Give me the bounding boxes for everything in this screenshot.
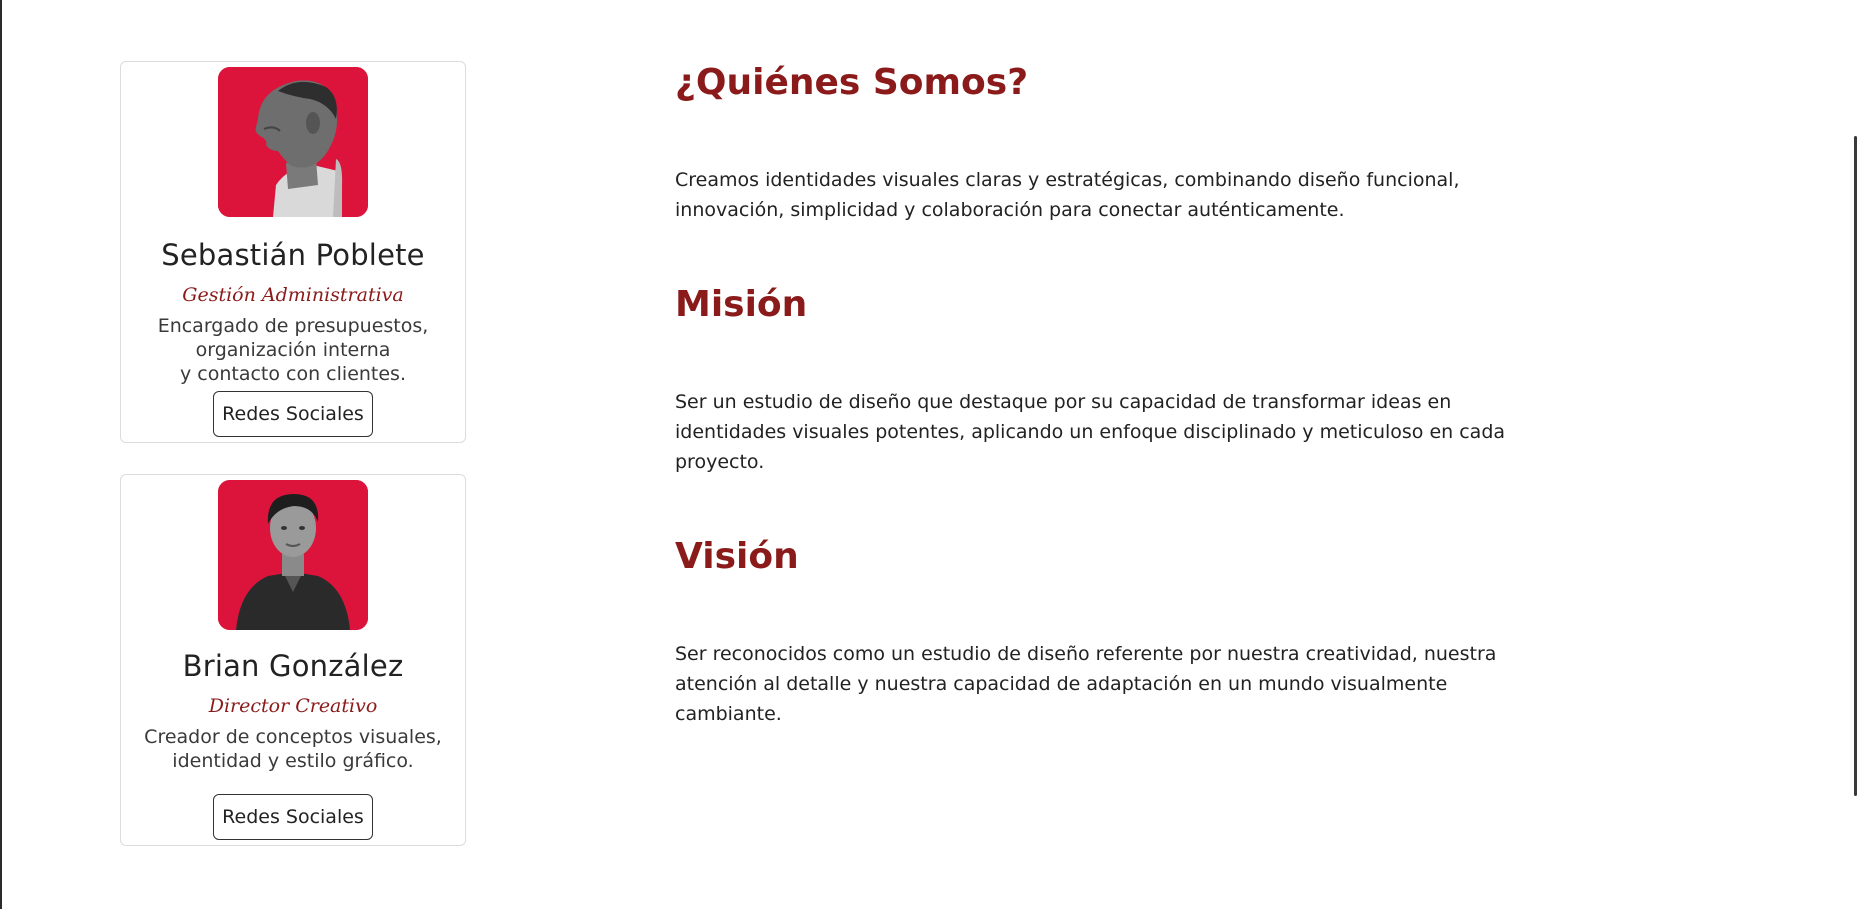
member-description — [131, 314, 455, 386]
window-left-edge — [0, 0, 2, 909]
text-line: Ser un estudio de diseño que destaque por su capacidad de transformar ideas en — [675, 391, 1452, 413]
profile-photo-side-view — [218, 67, 368, 217]
text-line: Creamos identidades visuales claras y estratégicas, combinando diseño funcional, — [675, 169, 1460, 191]
description-line: Encargado de presupuestos, — [157, 315, 429, 337]
team-card-sebastian — [120, 61, 466, 443]
scrollbar-track[interactable] — [1853, 0, 1857, 909]
mission-title: Misión — [675, 284, 808, 325]
member-role: Director Creativo — [208, 695, 378, 717]
text-line: Ser reconocidos como un estudio de diseño referente por nuestra creatividad, nuestra — [675, 643, 1497, 665]
description-line: organización interna — [195, 339, 391, 361]
member-name: Brian González — [182, 649, 404, 683]
text-line: cambiante. — [675, 703, 782, 725]
text-line: innovación, simplicidad y colaboración para conectar auténticamente. — [675, 199, 1345, 221]
about-text — [675, 165, 1460, 225]
avatar-brian — [218, 480, 368, 630]
about-title: ¿Quiénes Somos? — [675, 62, 1029, 103]
member-description — [131, 725, 455, 773]
vision-title: Visión — [675, 536, 799, 577]
text-line: proyecto. — [675, 451, 765, 473]
member-role: Gestión Administrativa — [182, 284, 404, 306]
social-networks-button[interactable]: Redes Sociales — [213, 794, 373, 840]
description-line: identidad y estilo gráfico. — [172, 750, 414, 772]
description-line: Creador de conceptos visuales, — [144, 726, 442, 748]
avatar-sebastian — [218, 67, 368, 217]
description-line: y contacto con clientes. — [179, 363, 406, 385]
profile-photo-front-view — [218, 480, 368, 630]
mission-text — [675, 387, 1506, 477]
text-line: identidades visuales potentes, aplicando un enfoque disciplinado y meticuloso en cada — [675, 421, 1506, 443]
text-line: atención al detalle y nuestra capacidad de adaptación en un mundo visualmente — [675, 673, 1448, 695]
social-networks-button[interactable]: Redes Sociales — [213, 391, 373, 437]
member-name: Sebastián Poblete — [161, 238, 425, 272]
team-card-brian — [120, 474, 466, 846]
vision-text — [675, 639, 1497, 729]
